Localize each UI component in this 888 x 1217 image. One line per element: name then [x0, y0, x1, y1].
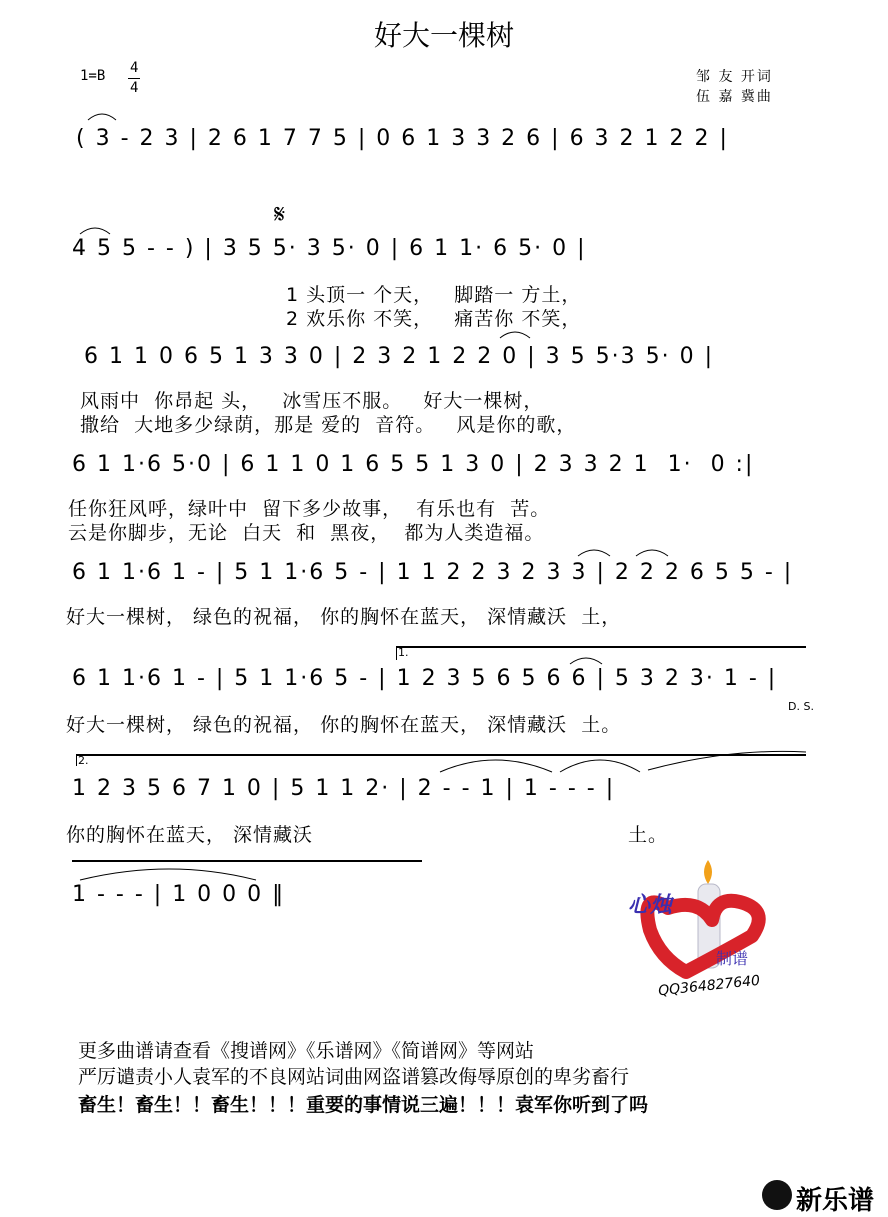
info-line-3: 畜生！畜生！！畜生！！！重要的事情说三遍！！！袁军你听到了吗: [78, 1094, 649, 1116]
lyric-line-7: 你的胸怀在蓝天， 深情藏沃: [66, 824, 314, 846]
lyric-line-3a: 风雨中 你昂起 头， 冰雪压不服。 好大一棵树，: [80, 390, 544, 412]
info-line-1: 更多曲谱请查看《搜谱网》《乐谱网》《简谱网》等网站: [78, 1040, 535, 1062]
key-signature: 1=B: [80, 68, 106, 84]
logo-text-zhipu: 制谱: [716, 949, 749, 968]
notation-line-4: 6 1 1·6 5·0 | 6 1 1 0 1 6 5 5 1 3 0 | 2 3 3 2 1 1· 0 :|: [72, 452, 755, 477]
lyric-line-5: 好大一棵树， 绿色的祝福， 你的胸怀在蓝天， 深情藏沃 土，: [66, 606, 622, 628]
ds-marking: D. S.: [788, 700, 814, 713]
first-ending-label: 1.: [398, 646, 409, 659]
segno-sign: 𝄋: [274, 200, 286, 230]
lyric-line-2b: 2 欢乐你 不笑， 痛苦你 不笑，: [286, 308, 582, 330]
meter-top: 4: [130, 60, 139, 76]
lyricist-credit: 邹 友 开词: [696, 69, 773, 85]
song-title: 好大一棵树: [373, 19, 514, 52]
logo-text-xinzhu: 心烛: [628, 893, 673, 918]
lyric-line-6: 好大一棵树， 绿色的祝福， 你的胸怀在蓝天， 深情藏沃 土。: [66, 714, 622, 736]
brand-logo-icon: [762, 1180, 792, 1210]
lyric-line-4a: 任你狂风呼，绿叶中 留下多少故事， 有乐也有 苦。: [68, 498, 551, 520]
lyric-line-3b: 撒给 大地多少绿荫，那是 爱的 音符。 风是你的歌，: [80, 414, 577, 436]
meter-bottom: 4: [130, 80, 139, 96]
notation-line-7: 1 2 3 5 6 7 1 0 | 5 1 1 2· | 2 - - 1 | 1 - - - |: [72, 776, 616, 801]
lyric-extra: 土。: [628, 824, 669, 846]
lyric-line-2a: 1 头顶一 个天， 脚踏一 方土，: [286, 284, 582, 306]
notation-line-3: 6 1 1 0 6 5 1 3 3 0 | 2 3 2 1 2 2 0 | 3 5 5·3 5· 0 |: [84, 344, 714, 369]
lyric-line-4b: 云是你脚步，无论 白天 和 黑夜， 都为人类造福。: [68, 522, 545, 544]
notation-line-5: 6 1 1·6 1 - | 5 1 1·6 5 - | 1 1 2 2 3 2 3 3 | 2 2 2 6 5 5 - |: [72, 560, 794, 585]
notation-line-8: 1 - - - | 1 0 0 0 ‖: [72, 882, 286, 907]
info-line-2: 严厉谴责小人袁军的不良网站词曲网盗谱篡改侮辱原创的卑劣畜行: [78, 1066, 630, 1088]
notation-line-1: ( 3 - 2 3 | 2 6 1 7 7 5 | 0 6 1 3 3 2 6 | 6 3 2 1 2 2 |: [76, 126, 729, 151]
composer-credit: 伍 嘉 冀曲: [696, 89, 773, 105]
logo-qq: QQ364827640: [657, 972, 761, 1000]
notation-line-2: 4 5 5 - - ) | 3 5 5· 3 5· 0 | 6 1 1· 6 5· 0 |: [72, 236, 587, 261]
notation-line-6: 6 1 1·6 1 - | 5 1 1·6 5 - | 1 2 3 5 6 5 6 6 | 5 3 2 3· 1 - |: [72, 666, 778, 691]
second-ending-label: 2.: [78, 754, 89, 767]
brand-name: 新乐谱: [796, 1186, 875, 1216]
